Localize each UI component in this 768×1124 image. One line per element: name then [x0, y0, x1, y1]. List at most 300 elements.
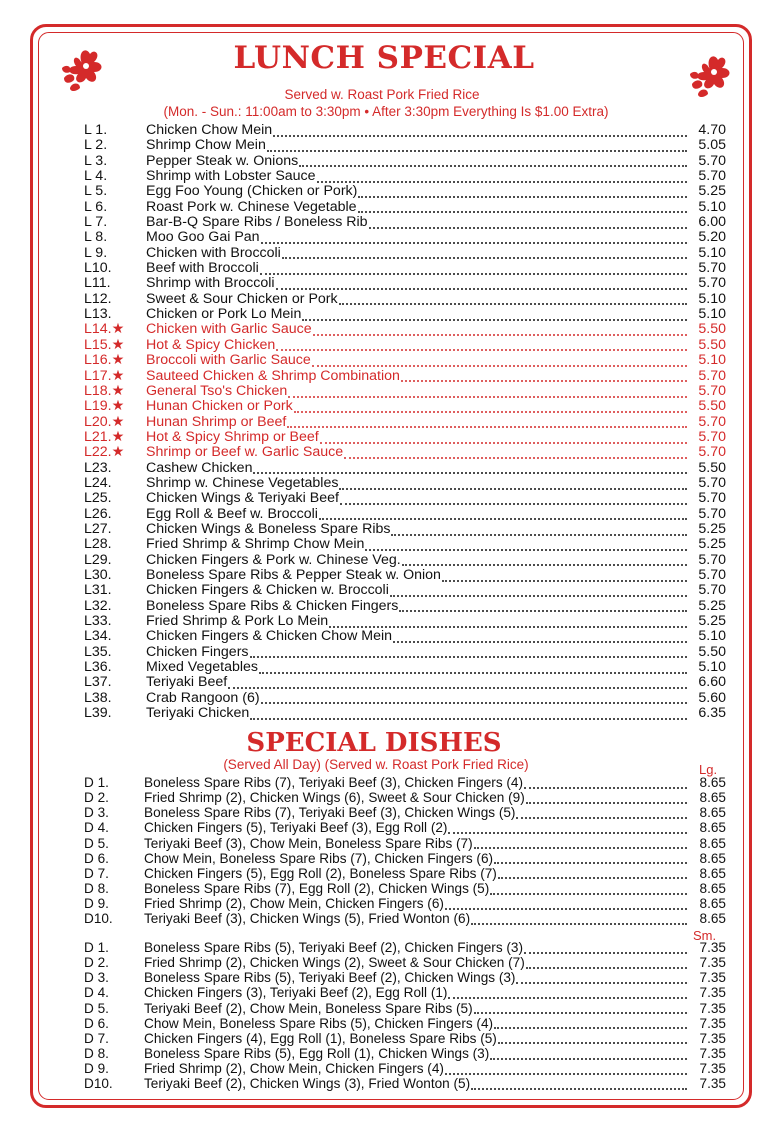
- menu-item-price: 5.50: [698, 398, 726, 415]
- menu-item-price: 7.35: [699, 1030, 726, 1046]
- menu-item-price: 5.70: [698, 152, 726, 169]
- menu-item-name: Chicken Fingers (5), Egg Roll (2), Boneless Spare Ribs (7): [144, 865, 497, 881]
- dot-leader: [358, 201, 687, 213]
- menu-item-code: L38.: [84, 689, 112, 706]
- menu-item: [84, 805, 726, 820]
- menu-item-code: L10.: [84, 260, 112, 277]
- dot-leader: [445, 898, 687, 910]
- dot-leader: [445, 1063, 687, 1075]
- dot-leader: [282, 247, 687, 259]
- menu-item-name: Chicken with Garlic Sauce: [146, 321, 312, 338]
- menu-item-code: L39.: [84, 705, 112, 722]
- menu-item-price: 5.70: [698, 413, 726, 430]
- menu-item-price: 8.65: [699, 880, 726, 896]
- menu-item-code: D 6.: [84, 1015, 109, 1031]
- menu-item: [84, 1016, 726, 1031]
- menu-item-price: 5.05: [698, 137, 726, 154]
- menu-item-price: 5.20: [698, 229, 726, 246]
- dot-leader: [299, 155, 687, 167]
- menu-item-name: Teriyaki Beef (2), Chow Mein, Boneless Spare Ribs (5): [144, 1000, 473, 1016]
- menu-item-name: Hunan Chicken or Pork: [146, 398, 293, 415]
- menu-item-name: Pepper Steak w. Onions: [146, 152, 299, 169]
- menu-item-name: Boneless Spare Ribs & Chicken Fingers: [146, 597, 399, 614]
- menu-item-price: 7.35: [699, 1045, 726, 1061]
- menu-item-name: Teriyaki Beef: [146, 674, 228, 691]
- menu-item-price: 5.10: [698, 198, 726, 215]
- menu-item-name: Fried Shrimp (2), Chicken Wings (6), Sweet & Sour Chicken (9): [144, 790, 525, 806]
- menu-item-name: Sauteed Chicken & Shrimp Combination: [146, 367, 400, 384]
- menu-item: [84, 522, 726, 537]
- menu-item-code: L11.: [84, 275, 111, 292]
- menu-item-name: Chow Mein, Boneless Spare Ribs (5), Chicken Fingers (4): [144, 1015, 494, 1031]
- menu-item-price: 5.70: [698, 275, 726, 292]
- menu-item: [84, 629, 726, 644]
- menu-item-code: D 7.: [84, 865, 109, 881]
- menu-item: [84, 955, 726, 970]
- menu-item-name: Hot & Spicy Shrimp or Beef: [146, 428, 319, 445]
- menu-item-code: L28.: [84, 536, 112, 553]
- menu-item-code: L20.★: [84, 413, 125, 430]
- menu-item: [84, 322, 726, 337]
- menu-item-price: 5.70: [698, 490, 726, 507]
- menu-item: [84, 896, 726, 911]
- menu-item-code: D 3.: [84, 970, 109, 986]
- menu-item-price: 8.65: [699, 896, 726, 912]
- menu-item: [84, 553, 726, 568]
- dot-leader: [402, 554, 687, 566]
- menu-item-price: 8.65: [699, 850, 726, 866]
- menu-item-price: 5.10: [698, 244, 726, 261]
- menu-item-code: L 6.: [84, 198, 108, 215]
- menu-item-code: L22.★: [84, 444, 125, 461]
- menu-item-code: L 8.: [84, 229, 108, 246]
- menu-item-price: 5.70: [698, 444, 726, 461]
- menu-item-code: L31.: [84, 582, 112, 599]
- menu-item: [84, 790, 726, 805]
- menu-item-price: 5.70: [698, 566, 726, 583]
- dot-leader: [498, 867, 687, 879]
- dot-leader: [261, 692, 687, 704]
- menu-item-price: 5.70: [698, 551, 726, 568]
- dot-leader: [267, 140, 687, 152]
- menu-item: [84, 445, 726, 460]
- dot-leader: [313, 324, 687, 336]
- menu-item-price: 5.50: [698, 459, 726, 476]
- menu-item-price: 5.70: [698, 428, 726, 445]
- dot-leader: [471, 913, 687, 925]
- menu-item-code: D10.: [84, 911, 113, 927]
- menu-item-name: Egg Roll & Beef w. Broccoli: [146, 505, 318, 522]
- menu-item-code: L 9.: [84, 244, 108, 261]
- menu-item: [84, 476, 726, 491]
- menu-item-price: 5.50: [698, 321, 726, 338]
- dot-leader: [369, 217, 687, 229]
- menu-item-name: Boneless Spare Ribs (7), Teriyaki Beef (3), Chicken Fingers (4): [144, 775, 524, 790]
- menu-item-price: 8.65: [699, 820, 726, 836]
- menu-item: [84, 461, 726, 476]
- menu-item: [84, 507, 726, 522]
- dot-leader: [294, 401, 687, 413]
- menu-item: [84, 1046, 726, 1061]
- menu-item-name: Cashew Chicken: [146, 459, 253, 476]
- menu-item: [84, 338, 726, 353]
- dot-leader: [276, 278, 687, 290]
- menu-item: [84, 123, 726, 138]
- dot-leader: [259, 662, 687, 674]
- menu-item-price: 5.25: [698, 613, 726, 629]
- menu-item: [84, 675, 726, 690]
- menu-item-price: 5.70: [698, 168, 726, 185]
- dot-leader: [390, 585, 687, 597]
- menu-item-price: 5.70: [698, 260, 726, 277]
- menu-item-price: 5.70: [698, 382, 726, 399]
- dot-leader: [448, 822, 687, 834]
- menu-item: [84, 660, 726, 675]
- menu-item-price: 8.65: [699, 775, 726, 790]
- menu-item-name: Fried Shrimp (2), Chicken Wings (2), Sweet & Sour Chicken (7): [144, 955, 525, 971]
- menu-item-price: 5.50: [698, 643, 726, 660]
- menu-item-name: Shrimp w. Chinese Vegetables: [146, 474, 339, 491]
- dot-leader: [250, 646, 687, 658]
- menu-item-name: Teriyaki Beef (3), Chow Mein, Boneless Spare Ribs (7): [144, 835, 473, 851]
- lunch-hours: (Mon. - Sun.: 11:00am to 3:30pm • After 3:30pm Everything Is $1.00 Extra): [163, 104, 609, 119]
- menu-item-code: L21.★: [84, 428, 125, 445]
- menu-item: [84, 706, 726, 721]
- menu-item-name: Chicken Fingers & Chicken w. Broccoli: [146, 582, 389, 599]
- menu-item-name: Fried Shrimp & Shrimp Chow Mein: [146, 536, 365, 553]
- menu-item: [84, 138, 726, 153]
- dot-leader: [260, 263, 687, 275]
- dot-leader: [494, 1017, 687, 1029]
- menu-item-name: Chicken with Broccoli: [146, 244, 281, 261]
- menu-item-code: L14.★: [84, 321, 125, 338]
- menu-item-name: Crab Rangoon (6): [146, 689, 260, 706]
- menu-item-price: 5.10: [698, 659, 726, 676]
- menu-item-code: L26.: [84, 505, 112, 522]
- menu-item: [84, 292, 726, 307]
- menu-item-name: Fried Shrimp (2), Chow Mein, Chicken Fingers (6): [144, 896, 444, 912]
- dot-leader: [448, 987, 687, 999]
- menu-item: [84, 1076, 726, 1091]
- menu-item-code: L15.★: [84, 336, 125, 353]
- menu-item: [84, 881, 726, 896]
- menu-item: [84, 307, 726, 322]
- menu-item: [84, 836, 726, 851]
- menu-item-code: D10.: [84, 1076, 113, 1092]
- large-size-label: Lg.: [699, 762, 718, 777]
- menu-item-code: L18.★: [84, 382, 125, 399]
- menu-item: [84, 369, 726, 384]
- menu-item: [84, 599, 726, 614]
- menu-item-name: Hunan Shrimp or Beef: [146, 413, 287, 430]
- menu-item-price: 5.10: [698, 628, 726, 645]
- dot-leader: [524, 777, 687, 789]
- menu-item-code: D 5.: [84, 1000, 109, 1016]
- menu-item: [84, 399, 726, 414]
- dot-leader: [494, 852, 687, 864]
- menu-item-code: L 2.: [84, 137, 108, 154]
- menu-item-name: Egg Foo Young (Chicken or Pork): [146, 183, 358, 200]
- menu-item: [84, 1001, 726, 1016]
- menu-item-name: Teriyaki Beef (3), Chicken Wings (5), Fried Wonton (6): [144, 911, 471, 927]
- menu-item-code: D 4.: [84, 820, 109, 836]
- menu-item-price: 7.35: [699, 970, 726, 986]
- menu-item-price: 8.65: [699, 805, 726, 821]
- dot-leader: [320, 432, 687, 444]
- menu-item-name: Boneless Spare Ribs (5), Teriyaki Beef (2), Chicken Fingers (3): [144, 940, 524, 955]
- menu-item: [84, 985, 726, 1000]
- menu-item-code: D 7.: [84, 1030, 109, 1046]
- menu-item-code: L23.: [84, 459, 112, 476]
- menu-item-code: D 8.: [84, 880, 109, 896]
- menu-item-name: Hot & Spicy Chicken: [146, 336, 276, 353]
- dot-leader: [317, 171, 687, 183]
- menu-item-name: Chicken Fingers & Chicken Chow Mein: [146, 628, 393, 645]
- menu-item-name: Mixed Vegetables: [146, 659, 258, 676]
- dot-leader: [288, 386, 687, 398]
- special-dishes-small-list: [84, 940, 726, 1091]
- dot-leader: [339, 478, 687, 490]
- menu-item-name: Shrimp with Broccoli: [146, 275, 275, 292]
- menu-item: [84, 645, 726, 660]
- menu-item-price: 7.35: [699, 940, 726, 955]
- menu-item-code: L29.: [84, 551, 112, 568]
- special-dishes-title: SPECIAL DISHES: [246, 728, 502, 758]
- menu-item-price: 5.25: [698, 183, 726, 200]
- menu-item-name: Broccoli with Garlic Sauce: [146, 352, 311, 369]
- menu-item: [84, 215, 726, 230]
- dot-leader: [498, 1032, 687, 1044]
- menu-item: [84, 866, 726, 881]
- menu-item-code: L37.: [84, 674, 112, 691]
- menu-item-name: Bar-B-Q Spare Ribs / Boneless Rib: [146, 214, 368, 231]
- dot-leader: [261, 232, 687, 244]
- menu-item-price: 6.35: [698, 705, 726, 722]
- menu-item-code: L 7.: [84, 214, 108, 231]
- menu-item-name: Chicken Wings & Boneless Spare Ribs: [146, 520, 391, 537]
- small-size-label: Sm.: [693, 928, 717, 943]
- menu-item-code: D 3.: [84, 805, 109, 821]
- dot-leader: [302, 309, 687, 321]
- menu-item-price: 7.35: [699, 955, 726, 971]
- menu-item-code: D 9.: [84, 896, 109, 912]
- menu-item: [84, 230, 726, 245]
- menu-item: [84, 911, 726, 926]
- menu-item-name: Chicken Fingers (4), Egg Roll (1), Boneless Spare Ribs (5): [144, 1030, 497, 1046]
- dot-leader: [516, 972, 687, 984]
- menu-item: [84, 1061, 726, 1076]
- dot-leader: [250, 708, 687, 720]
- dot-leader: [524, 942, 687, 954]
- special-dishes-large-list: [84, 775, 726, 926]
- dot-leader: [253, 462, 687, 474]
- menu-item: [84, 491, 726, 506]
- menu-item-code: L 4.: [84, 168, 108, 185]
- dot-leader: [490, 883, 687, 895]
- menu-item: [84, 820, 726, 835]
- menu-item-name: Teriyaki Chicken: [146, 705, 250, 722]
- menu-item: [84, 691, 726, 706]
- menu-item: [84, 353, 726, 368]
- menu-item: [84, 184, 726, 199]
- menu-item-price: 5.10: [698, 306, 726, 323]
- menu-item-code: L13.: [84, 306, 112, 323]
- menu-item-price: 5.50: [698, 336, 726, 353]
- menu-item-name: Beef with Broccoli: [146, 260, 259, 277]
- menu-item-name: Boneless Spare Ribs (7), Teriyaki Beef (3), Chicken Wings (5): [144, 805, 516, 821]
- menu-item: [84, 261, 726, 276]
- menu-item-code: D 9.: [84, 1061, 109, 1077]
- menu-item-price: 6.00: [698, 214, 726, 231]
- menu-item-price: 8.65: [699, 835, 726, 851]
- menu-item: [84, 246, 726, 261]
- menu-item-code: L34.: [84, 628, 112, 645]
- menu-item-price: 5.10: [698, 290, 726, 307]
- menu-item-name: General Tso's Chicken: [146, 382, 288, 399]
- menu-item-name: Chicken Fingers: [146, 643, 249, 660]
- menu-item: [84, 276, 726, 291]
- menu-item-code: L 1.: [84, 122, 108, 138]
- menu-item-code: D 5.: [84, 835, 109, 851]
- menu-item-code: L27.: [84, 520, 112, 537]
- menu-item-code: D 8.: [84, 1045, 109, 1061]
- menu-item-name: Shrimp Chow Mein: [146, 137, 266, 154]
- menu-item: [84, 940, 726, 955]
- menu-item: [84, 970, 726, 985]
- menu-item-price: 5.25: [698, 536, 726, 553]
- menu-item-code: L32.: [84, 597, 112, 614]
- dot-leader: [442, 570, 687, 582]
- menu-item-code: L25.: [84, 490, 112, 507]
- menu-item: [84, 583, 726, 598]
- dot-leader: [358, 186, 687, 198]
- menu-item: [84, 775, 726, 790]
- menu-item: [84, 154, 726, 169]
- menu-item-name: Boneless Spare Ribs & Pepper Steak w. Onion: [146, 566, 441, 583]
- menu-item-code: L35.: [84, 643, 112, 660]
- dot-leader: [391, 524, 687, 536]
- dot-leader: [401, 370, 687, 382]
- dot-leader: [399, 600, 687, 612]
- menu-item-price: 8.65: [699, 865, 726, 881]
- menu-item-price: 7.35: [699, 1015, 726, 1031]
- dot-leader: [273, 125, 687, 137]
- menu-item-price: 5.25: [698, 597, 726, 614]
- menu-item-price: 5.10: [698, 352, 726, 369]
- menu-item-price: 4.70: [698, 122, 726, 138]
- menu-item-price: 7.35: [699, 1061, 726, 1077]
- menu-item-price: 5.70: [698, 367, 726, 384]
- menu-item-name: Boneless Spare Ribs (7), Egg Roll (2), Chicken Wings (5): [144, 880, 490, 896]
- dot-leader: [516, 807, 687, 819]
- menu-item-name: Chicken Fingers & Pork w. Chinese Veg.: [146, 551, 401, 568]
- menu-item: [84, 200, 726, 215]
- menu-item-name: Shrimp or Beef w. Garlic Sauce: [146, 444, 344, 461]
- menu-item-price: 7.35: [699, 1000, 726, 1016]
- menu-item-name: Chicken Fingers (5), Teriyaki Beef (3), Egg Roll (2): [144, 820, 448, 836]
- menu-item-code: L 5.: [84, 183, 108, 200]
- menu-item-price: 5.70: [698, 505, 726, 522]
- dot-leader: [276, 339, 687, 351]
- menu-item-code: L24.: [84, 474, 112, 491]
- menu-item-price: 8.65: [699, 911, 726, 927]
- dot-leader: [474, 1002, 687, 1014]
- dot-leader: [474, 837, 687, 849]
- menu-item-code: D 2.: [84, 790, 109, 806]
- dot-leader: [340, 493, 687, 505]
- menu-item-code: L33.: [84, 613, 112, 629]
- menu-item: [84, 851, 726, 866]
- dot-leader: [329, 616, 687, 628]
- menu-item-code: D 2.: [84, 955, 109, 971]
- menu-item-name: Chicken or Pork Lo Mein: [146, 306, 302, 323]
- lunch-menu-list: [84, 123, 726, 721]
- menu-item: [84, 1031, 726, 1046]
- menu-item-code: L19.★: [84, 398, 125, 415]
- menu-item-name: Chicken Wings & Teriyaki Beef: [146, 490, 339, 507]
- menu-item-name: Chicken Fingers (3), Teriyaki Beef (2), Egg Roll (1): [144, 985, 448, 1001]
- dot-leader: [490, 1048, 687, 1060]
- menu-item-price: 5.60: [698, 689, 726, 706]
- dot-leader: [365, 539, 687, 551]
- menu-item-name: Moo Goo Gai Pan: [146, 229, 260, 246]
- menu-item-code: D 4.: [84, 985, 109, 1001]
- dot-leader: [526, 792, 687, 804]
- menu-item-code: L 3.: [84, 152, 108, 169]
- menu-item-code: D 1.: [84, 775, 109, 790]
- special-dishes-subtitle: (Served All Day) (Served w. Roast Pork Fried Rice): [223, 757, 529, 772]
- menu-item-code: L12.: [84, 290, 112, 307]
- menu-item-name: Shrimp with Lobster Sauce: [146, 168, 316, 185]
- menu-item-price: 8.65: [699, 790, 726, 806]
- menu-item-name: Teriyaki Beef (2), Chicken Wings (3), Fried Wonton (5): [144, 1076, 471, 1092]
- menu-item-price: 5.70: [698, 474, 726, 491]
- menu-item-code: L36.: [84, 659, 112, 676]
- menu-item-name: Chow Mein, Boneless Spare Ribs (7), Chicken Fingers (6): [144, 850, 494, 866]
- menu-item-name: Fried Shrimp & Pork Lo Mein: [146, 613, 329, 629]
- dot-leader: [319, 508, 687, 520]
- dot-leader: [339, 293, 687, 305]
- menu-item-price: 5.25: [698, 520, 726, 537]
- menu-item-name: Chicken Chow Mein: [146, 122, 273, 138]
- menu-item-code: D 6.: [84, 850, 109, 866]
- menu-item-name: Sweet & Sour Chicken or Pork: [146, 290, 338, 307]
- menu-item-code: L16.★: [84, 352, 125, 369]
- dot-leader: [471, 1078, 687, 1090]
- lunch-subtitle: Served w. Roast Pork Fried Rice: [284, 87, 480, 102]
- menu-item: [84, 169, 726, 184]
- menu-item-name: Boneless Spare Ribs (5), Teriyaki Beef (2), Chicken Wings (3): [144, 970, 516, 986]
- dot-leader: [393, 631, 687, 643]
- menu-item-price: 7.35: [699, 1076, 726, 1092]
- menu-item-price: 5.70: [698, 582, 726, 599]
- menu-item: [84, 537, 726, 552]
- menu-item: [84, 415, 726, 430]
- menu-item-price: 7.35: [699, 985, 726, 1001]
- menu-item: [84, 384, 726, 399]
- menu-item-name: Boneless Spare Ribs (5), Egg Roll (1), Chicken Wings (3): [144, 1045, 490, 1061]
- menu-item: [84, 430, 726, 445]
- dot-leader: [526, 957, 687, 969]
- menu-item-price: 6.60: [698, 674, 726, 691]
- dot-leader: [228, 677, 687, 689]
- menu-item-name: Roast Pork w. Chinese Vegetable: [146, 198, 357, 215]
- dot-leader: [312, 355, 687, 367]
- menu-item-name: Fried Shrimp (2), Chow Mein, Chicken Fingers (4): [144, 1061, 444, 1077]
- menu-item-code: L17.★: [84, 367, 125, 384]
- lunch-special-title: LUNCH SPECIAL: [233, 40, 535, 76]
- menu-item-code: D 1.: [84, 940, 109, 955]
